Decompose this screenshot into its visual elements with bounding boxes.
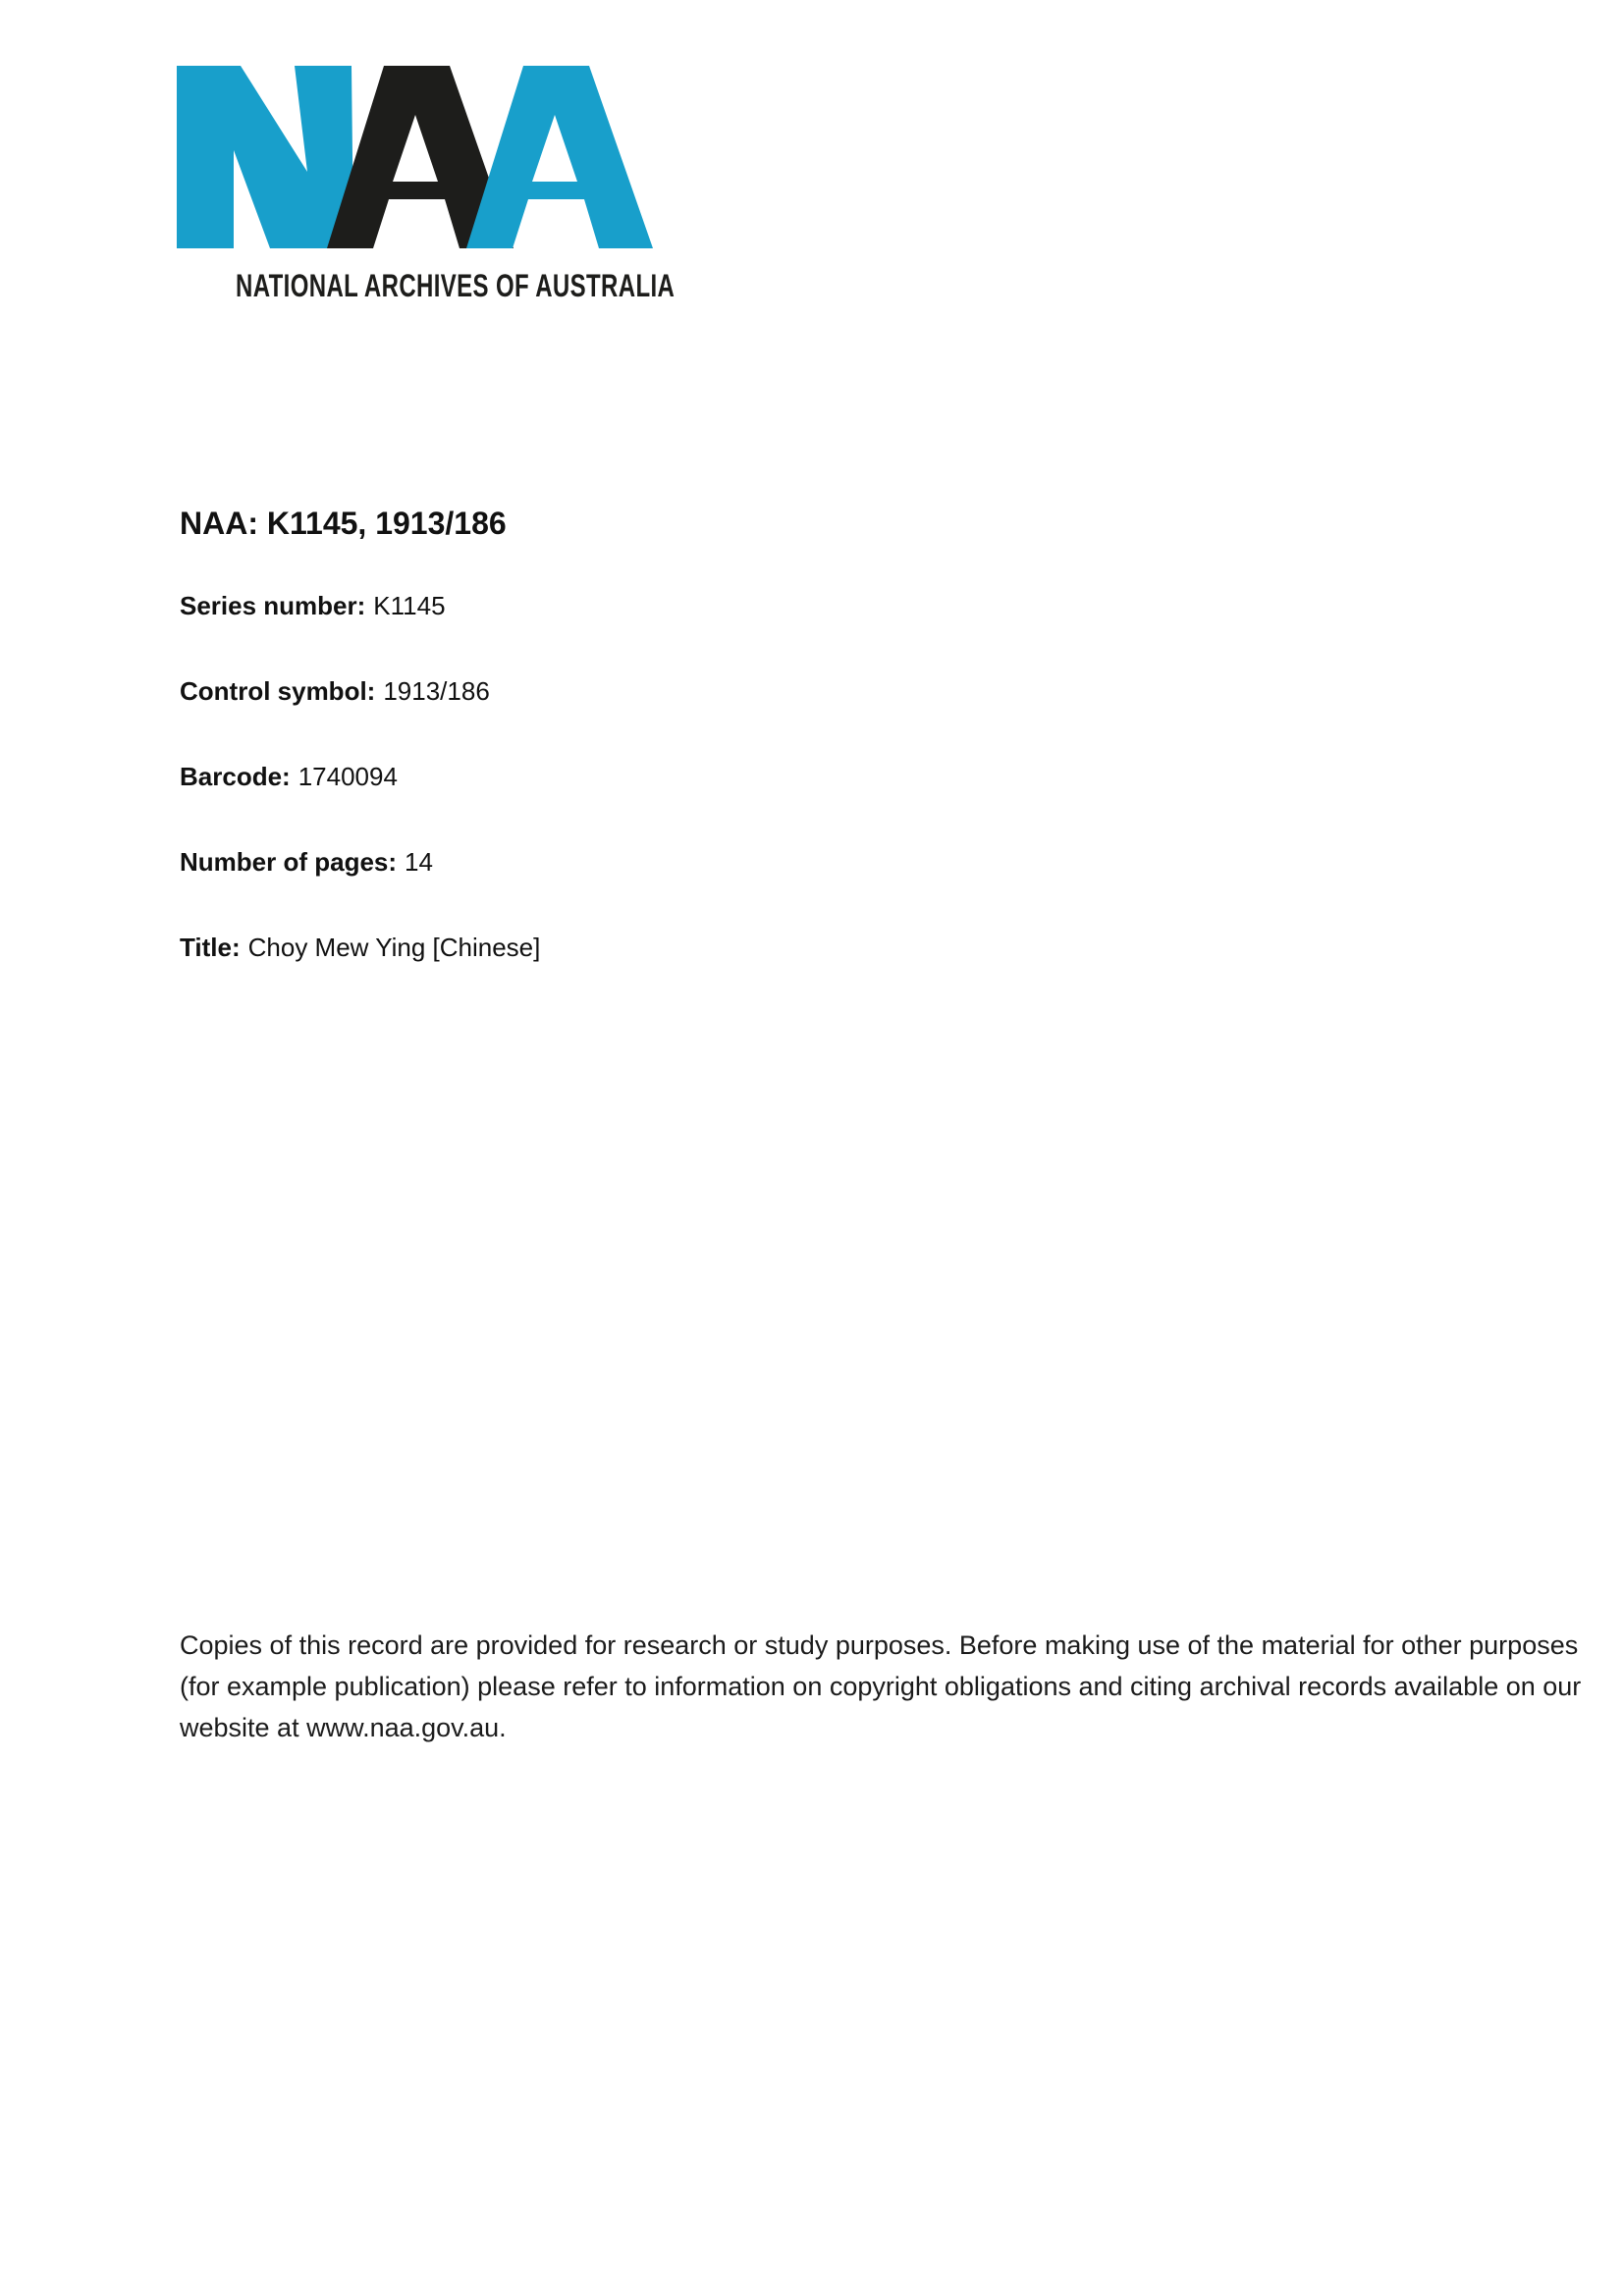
copyright-notice: Copies of this record are provided for research or study purposes. Before making use of the material for other purposes (for example publication) please refer to information on copyright obligations and citing archival records available on our website at www.naa.gov.au. xyxy=(180,1630,1582,1742)
field-value: 1740094 xyxy=(298,762,398,791)
record-heading: NAA: K1145, 1913/186 xyxy=(180,506,507,541)
logo-letter-a-cyan xyxy=(466,66,653,248)
field-value: 14 xyxy=(405,847,433,877)
field-series-number xyxy=(180,590,446,621)
field-label: Title: xyxy=(180,933,241,962)
logo-letter-n xyxy=(177,66,353,248)
field-label: Control symbol: xyxy=(180,676,376,706)
field-value: Choy Mew Ying [Chinese] xyxy=(247,933,541,962)
field-barcode xyxy=(180,761,398,792)
field-control-symbol xyxy=(180,675,490,707)
field-label: Series number: xyxy=(180,591,366,620)
logo-wordmark: NATIONAL ARCHIVES OF AUSTRALIA xyxy=(236,268,676,303)
field-label: Number of pages: xyxy=(180,847,398,877)
naa-logo-letters xyxy=(177,66,653,248)
field-label: Barcode: xyxy=(180,762,291,791)
field-number-of-pages xyxy=(180,846,433,878)
field-value: K1145 xyxy=(373,591,446,620)
field-title xyxy=(180,932,540,963)
field-value: 1913/186 xyxy=(383,676,490,706)
